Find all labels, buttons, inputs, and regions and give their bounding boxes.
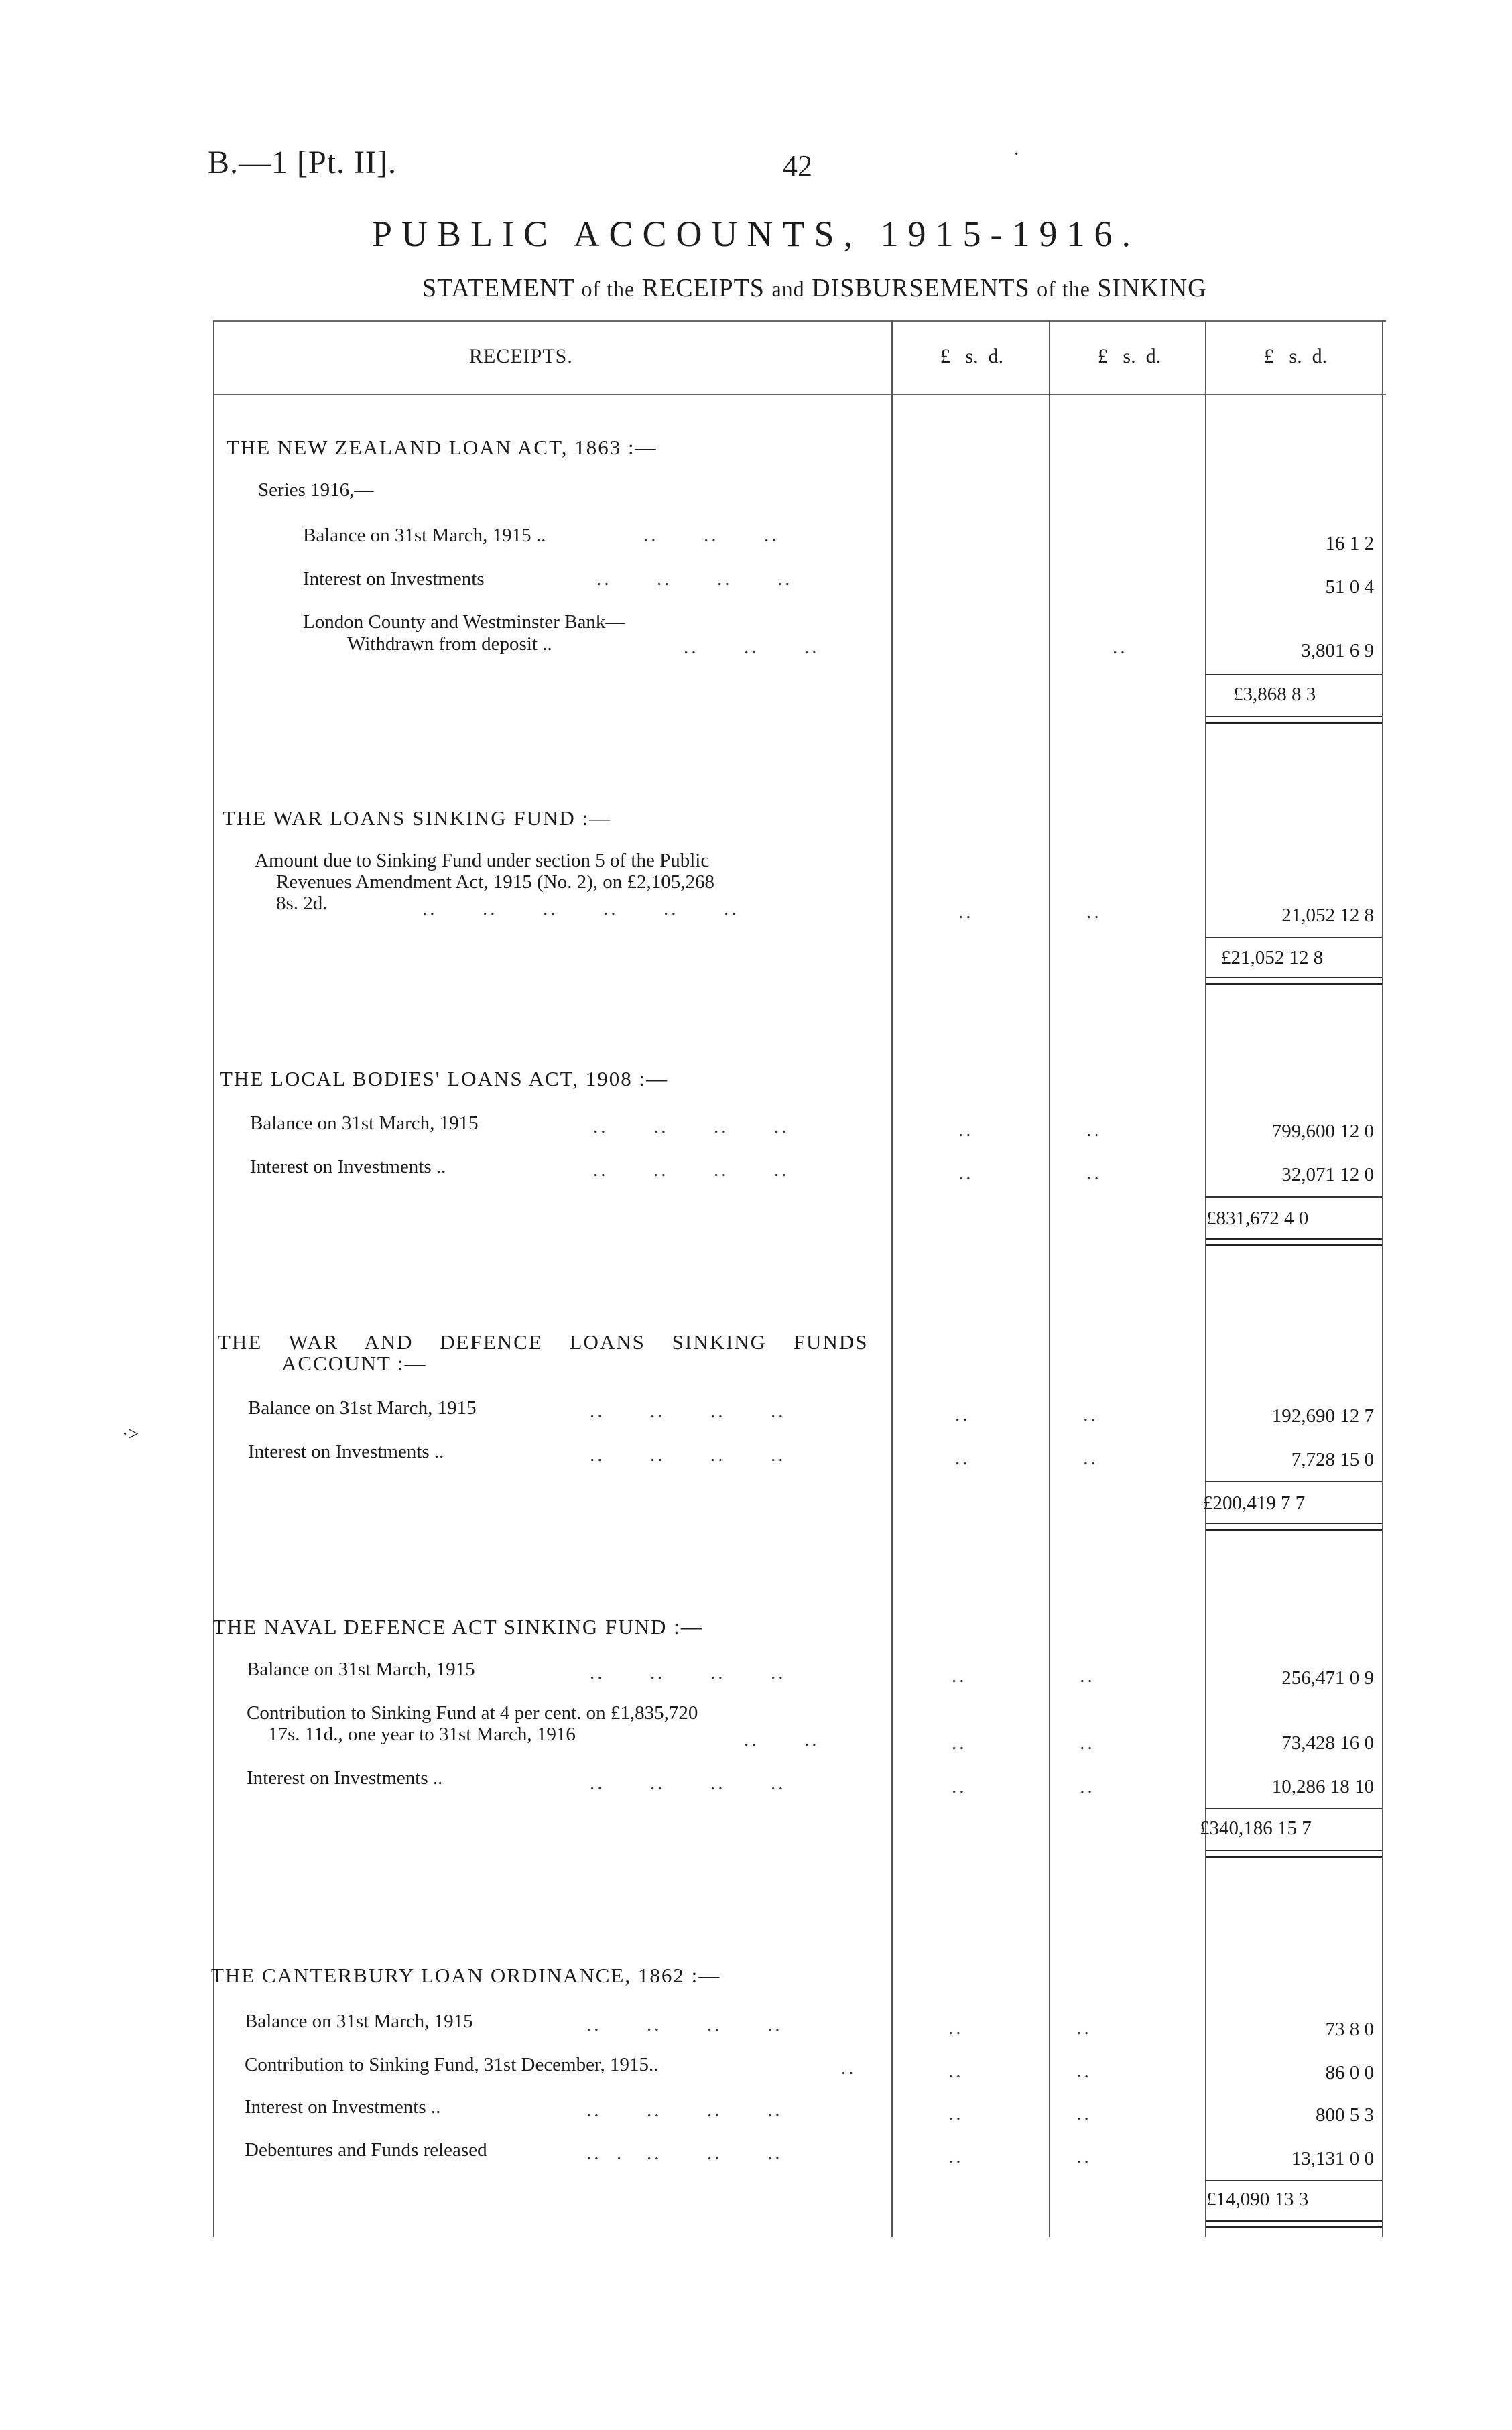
line-item-amount: 32,071 12 0 <box>1281 1164 1374 1186</box>
line-item-amount: 192,690 12 7 <box>1271 1405 1374 1427</box>
column-divider <box>1205 320 1206 2237</box>
leader-dots: .. .. .. .. <box>586 2100 783 2121</box>
line-item-label: Interest on Investments .. <box>248 1441 444 1462</box>
leader-dots: .. .. <box>948 2017 1092 2039</box>
table-right-border <box>1382 320 1383 2237</box>
section-heading: THE NEW ZEALAND LOAN ACT, 1863 :— <box>227 436 657 459</box>
leader-dots: .. .. .. .. <box>586 2014 783 2035</box>
amount-column-header: £ s. d. <box>1263 345 1328 367</box>
line-item-amount: 51 0 4 <box>1325 576 1374 598</box>
line-item-amount: 13,131 0 0 <box>1291 2148 1374 2169</box>
double-total-rule <box>1206 2220 1382 2228</box>
subtitle-word: RECEIPTS <box>641 274 765 302</box>
table-top-rule <box>213 320 1386 322</box>
section-heading: ACCOUNT :— <box>281 1352 427 1375</box>
section-total: £200,419 7 7 <box>1203 1492 1306 1514</box>
statement-subtitle <box>422 273 1207 303</box>
double-total-rule <box>1206 1523 1382 1531</box>
table-header-rule <box>213 394 1386 395</box>
leader-dots: .. .. <box>952 1776 1095 1797</box>
line-item-label: Withdrawn from deposit .. <box>347 633 552 655</box>
leader-dots: .. .. <box>958 901 1102 923</box>
section-total: £14,090 13 3 <box>1206 2189 1309 2210</box>
section-total: £340,186 15 7 <box>1200 1817 1312 1839</box>
subtitle-word: of the <box>1037 277 1090 301</box>
leader-dots: .. . .. .. .. <box>586 2143 783 2164</box>
subtitle-word: STATEMENT <box>422 274 574 302</box>
line-item-label: Revenues Amendment Act, 1915 (No. 2), on £2,105,268 <box>276 871 715 893</box>
leader-dots: .. .. <box>955 1448 1098 1469</box>
section-subheading: Series 1916,— <box>258 479 374 501</box>
column-divider <box>1049 320 1050 2237</box>
leader-dots: .. .. <box>952 1665 1095 1687</box>
leader-dots: .. .. <box>955 1404 1098 1425</box>
subtitle-word: DISBURSEMENTS <box>812 274 1030 302</box>
subtitle-word: SINKING <box>1097 274 1207 302</box>
section-total: £3,868 8 3 <box>1233 684 1316 705</box>
line-item-label: Interest on Investments .. <box>245 2096 441 2118</box>
table-left-border <box>213 320 214 2237</box>
scan-mark: · <box>1013 144 1020 165</box>
total-rule <box>1205 674 1382 675</box>
section-heading: THE NAVAL DEFENCE ACT SINKING FUND :— <box>213 1615 703 1639</box>
line-item-label: 17s. 11d., one year to 31st March, 1916 <box>268 1724 576 1745</box>
amount-column-header: £ s. d. <box>940 345 1004 367</box>
line-item-amount: 3,801 6 9 <box>1301 640 1374 661</box>
line-item-amount: 21,052 12 8 <box>1281 905 1374 926</box>
leader-dots: .. .. .. .. <box>590 1401 786 1422</box>
amount-column-header: £ s. d. <box>1097 345 1161 367</box>
leader-dots: .. .. <box>948 2061 1092 2082</box>
leader-dots: .. .. .. <box>684 637 820 658</box>
leader-dots: .. .. <box>948 2103 1092 2124</box>
section-heading: THE LOCAL BODIES' LOANS ACT, 1908 :— <box>220 1067 669 1090</box>
line-item-label: Amount due to Sinking Fund under section 5 of the Public <box>255 850 710 871</box>
document-reference: B.—1 [Pt. II]. <box>208 145 397 180</box>
leader-dots: .. .. <box>948 2146 1092 2167</box>
line-item-label: Contribution to Sinking Fund at 4 per cent. on £1,835,720 <box>247 1702 698 1724</box>
double-total-rule <box>1206 977 1382 985</box>
section-heading: THE WAR AND DEFENCE LOANS SINKING FUNDS <box>218 1330 869 1354</box>
line-item-label: Balance on 31st March, 1915 <box>248 1397 477 1419</box>
leader-dots: .. .. <box>958 1163 1102 1184</box>
line-item-amount: 73,428 16 0 <box>1281 1732 1374 1754</box>
total-rule <box>1205 1196 1382 1198</box>
line-item-amount: 799,600 12 0 <box>1271 1121 1374 1142</box>
line-item-label: London County and Westminster Bank— <box>303 611 625 633</box>
leader-dots: .. .. .. .. .. .. <box>422 898 739 919</box>
line-item-amount: 10,286 18 10 <box>1271 1776 1374 1797</box>
line-item-label: Balance on 31st March, 1915 <box>245 2010 473 2032</box>
column-divider <box>891 320 893 2237</box>
double-total-rule <box>1206 1238 1382 1246</box>
page-number: 42 <box>783 149 812 182</box>
leader-dots: .. .. .. .. <box>596 568 793 590</box>
section-total: £831,672 4 0 <box>1206 1208 1309 1229</box>
line-item-label: Contribution to Sinking Fund, 31st December, 1915.. <box>245 2054 659 2075</box>
leader-dots: .. .. <box>958 1119 1102 1141</box>
leader-dots: .. .. .. .. <box>593 1159 790 1181</box>
leader-dots: .. .. .. <box>643 525 779 546</box>
line-item-amount: 256,471 0 9 <box>1281 1667 1374 1689</box>
leader-dots: .. .. <box>952 1732 1095 1754</box>
subtitle-word: and <box>771 277 805 301</box>
section-heading: THE WAR LOANS SINKING FUND :— <box>223 806 612 830</box>
leader-dots: .. <box>841 2057 857 2079</box>
leader-dots: .. .. .. .. <box>590 1662 786 1683</box>
leader-dots: .. .. .. .. <box>590 1444 786 1466</box>
line-item-label: Interest on Investments .. <box>250 1156 446 1177</box>
leader-dots: .. .. <box>744 1729 820 1750</box>
page-title: PUBLIC ACCOUNTS, 1915-1916. <box>371 214 1141 254</box>
total-rule <box>1205 937 1382 938</box>
double-total-rule <box>1206 1850 1382 1858</box>
leader-dots: .. .. .. .. <box>590 1773 786 1794</box>
leader-dots: .. .. .. .. <box>593 1116 790 1137</box>
section-total: £21,052 12 8 <box>1221 947 1324 968</box>
total-rule <box>1205 2180 1382 2181</box>
line-item-amount: 86 0 0 <box>1325 2062 1374 2084</box>
line-item-label: 8s. 2d. <box>276 893 328 914</box>
line-item-amount: 800 5 3 <box>1316 2104 1374 2126</box>
section-heading: THE CANTERBURY LOAN ORDINANCE, 1862 :— <box>211 1964 721 1987</box>
line-item-label: Interest on Investments .. <box>247 1767 443 1789</box>
total-rule <box>1205 1481 1382 1482</box>
subtitle-word: of the <box>581 277 635 301</box>
double-total-rule <box>1206 716 1382 724</box>
scan-mark: ·> <box>122 1424 139 1445</box>
line-item-amount: 16 1 2 <box>1325 533 1374 554</box>
line-item-label: Debentures and Funds released <box>245 2139 487 2161</box>
line-item-amount: 73 8 0 <box>1325 2019 1374 2040</box>
total-rule <box>1205 1808 1382 1809</box>
line-item-label: Interest on Investments <box>303 568 485 590</box>
line-item-label: Balance on 31st March, 1915 .. <box>303 525 546 546</box>
leader-dots: .. <box>1113 637 1128 658</box>
line-item-amount: 7,728 15 0 <box>1291 1449 1374 1470</box>
line-item-label: Balance on 31st March, 1915 <box>250 1112 479 1134</box>
receipts-column-header: RECEIPTS. <box>469 345 573 367</box>
line-item-label: Balance on 31st March, 1915 <box>247 1659 475 1680</box>
